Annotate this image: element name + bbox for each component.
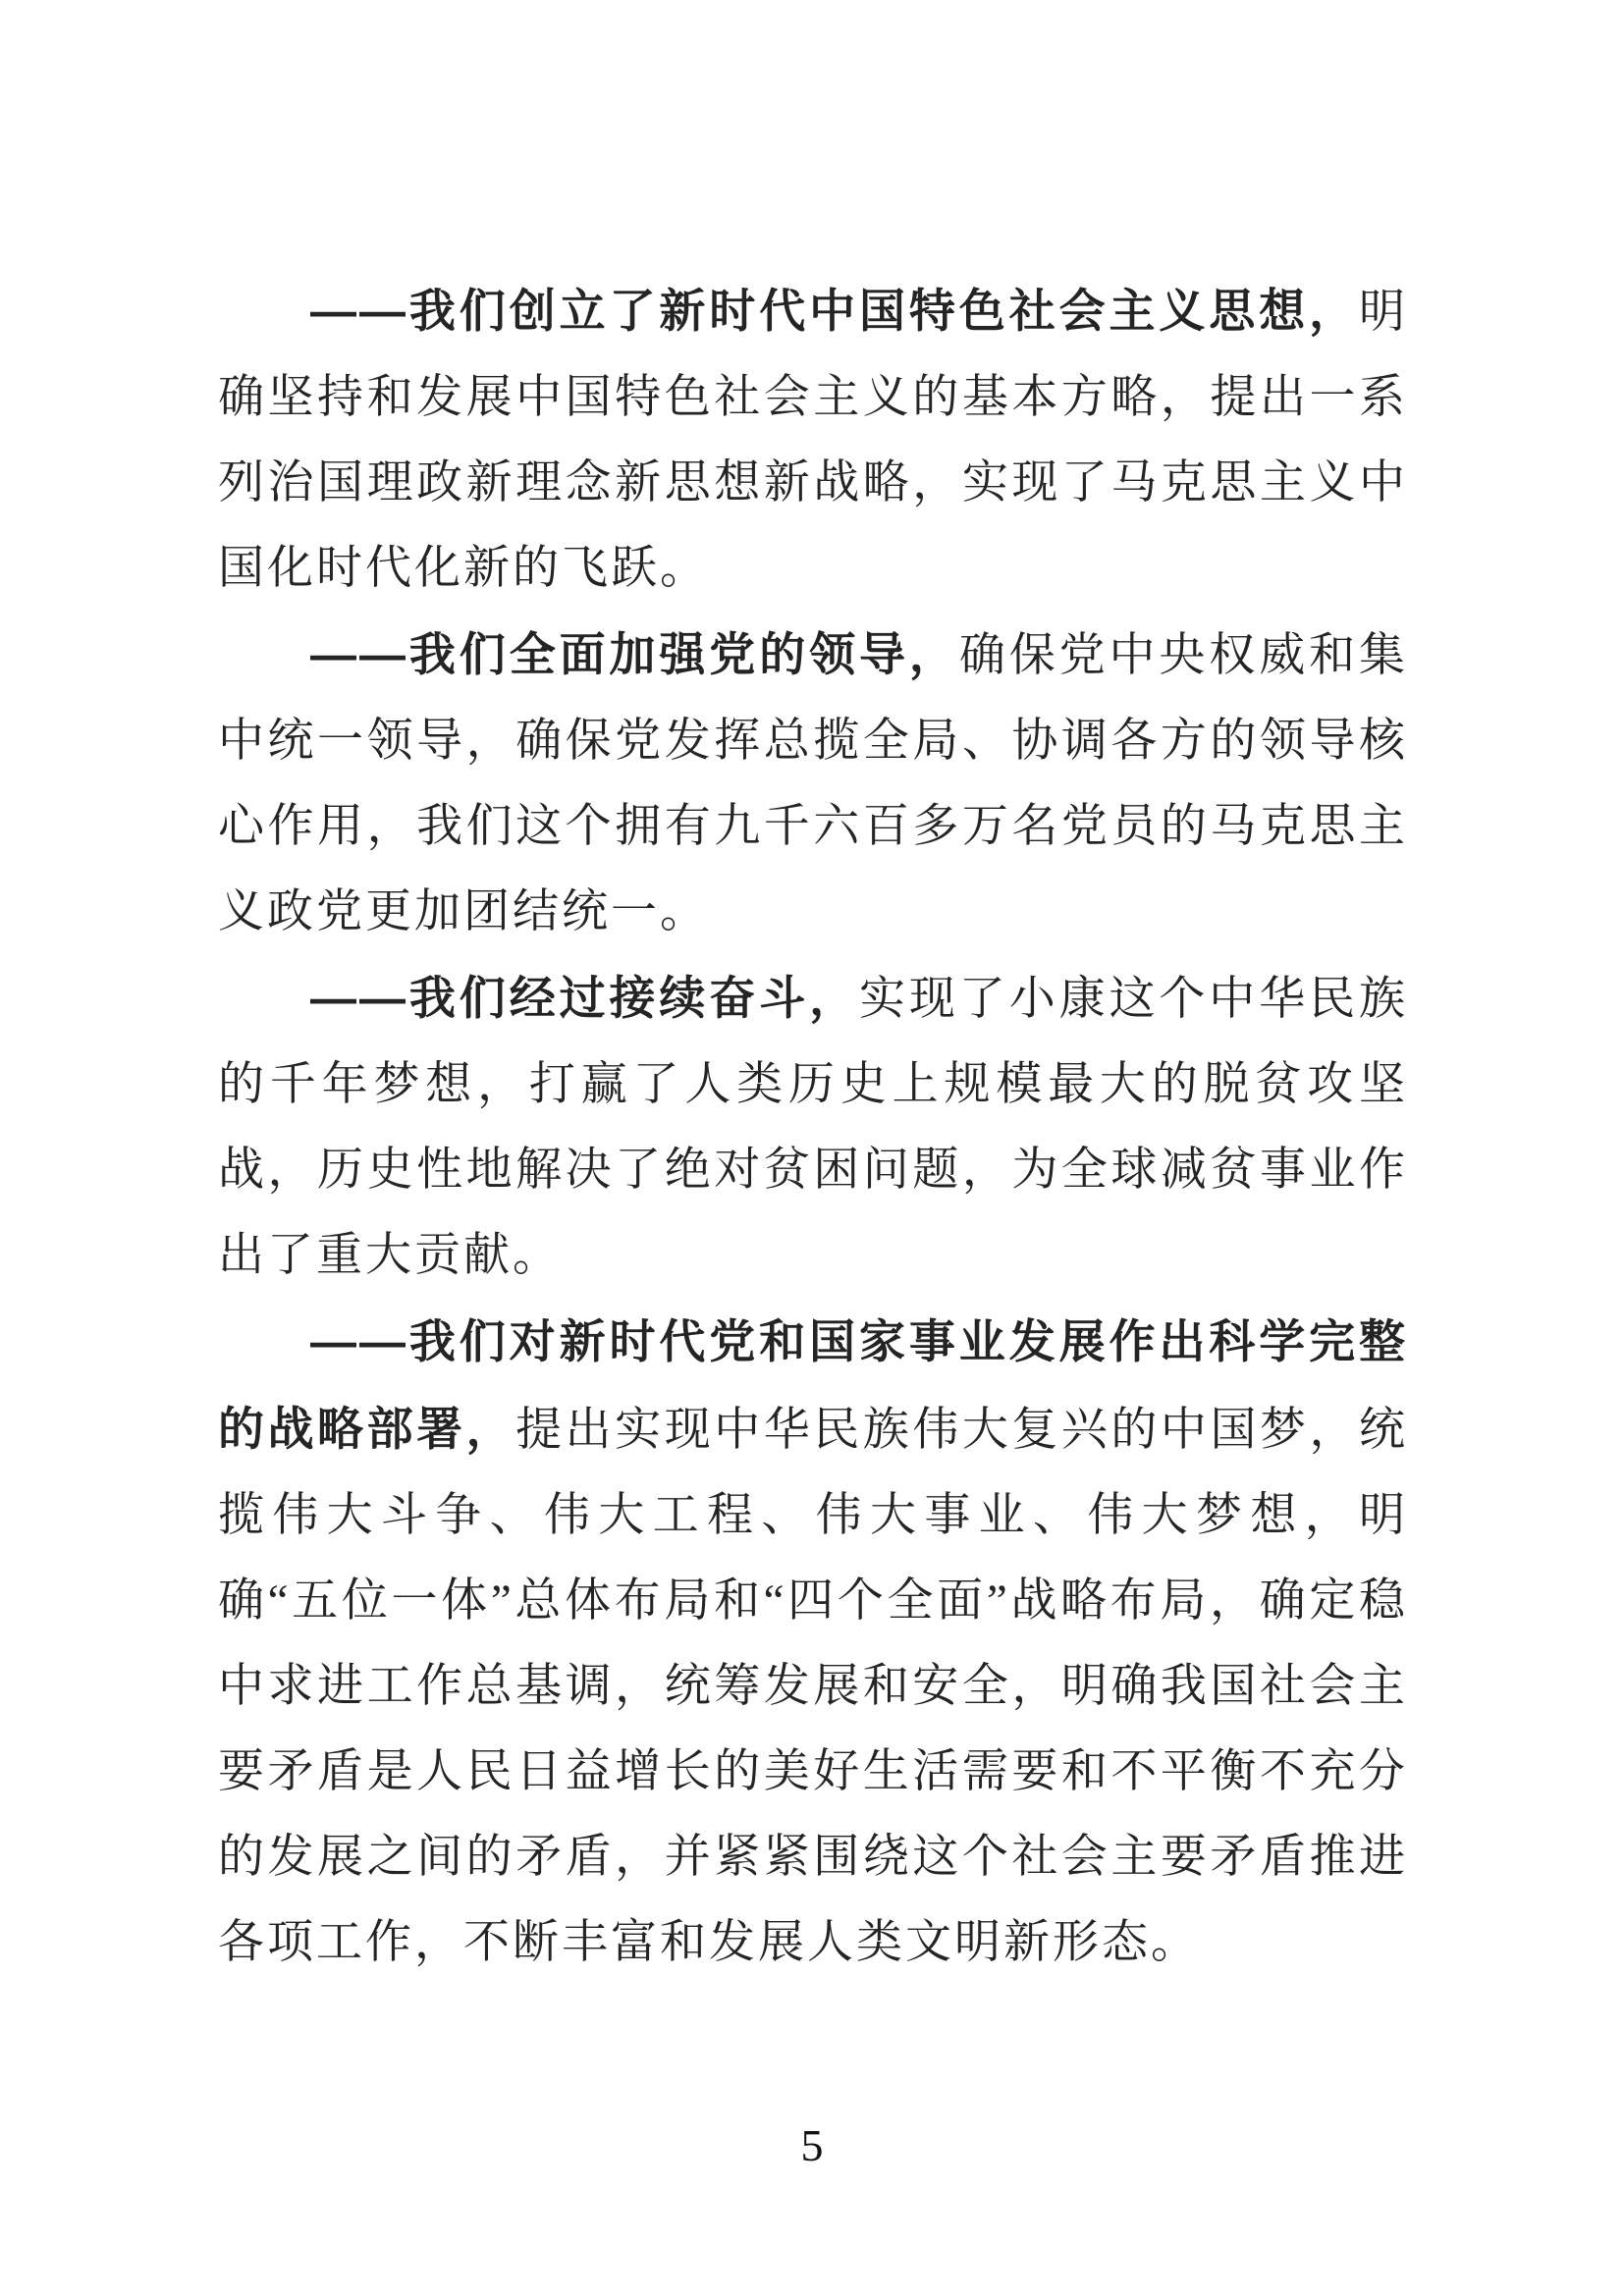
paragraph xyxy=(218,268,1408,612)
paragraph-text: 确保党中央权威和集中统一领导，确保党发挥总揽全局、协调各方的领导核心作用，我们这个拥有九千六百多万名党员的马克思主义政党更加团结统一。 xyxy=(218,630,1409,937)
paragraph-lead-bold: ——我们全面加强党的领导， xyxy=(310,628,959,680)
paragraph xyxy=(218,612,1408,955)
paragraph xyxy=(218,955,1408,1299)
page-number: 5 xyxy=(800,2120,824,2170)
paragraph-lead-bold: ——我们创立了新时代中国特色社会主义思想， xyxy=(310,285,1359,337)
paragraph-text: 提出实现中华民族伟大复兴的中国梦，统揽伟大斗争、伟大工程、伟大事业、伟大梦想，明确“五位一体”总体布局和“四个全面”战略布局，确定稳中求进工作总基调，统筹发展和安全，明确我国社会主要矛盾是人民日益增长的美好生活需要和不平衡不充分的发展之间的矛盾，并紧紧围绕这个社会主要矛盾推进各项工作，不断丰富和发展人类文明新形态。 xyxy=(218,1405,1409,1968)
paragraph-lead-bold: ——我们经过接续奋斗， xyxy=(310,972,859,1024)
document-body-text xyxy=(218,268,1408,1986)
paragraph-lead-bold: ——我们对新时代党和国家事业发展作出科学完整的战略部署， xyxy=(218,1315,1408,1455)
paragraph-text: 实现了小康这个中华民族的千年梦想，打赢了人类历史上规模最大的脱贫攻坚战，历史性地解决了绝对贫困问题，为全球减贫事业作出了重大贡献。 xyxy=(218,974,1408,1281)
paragraph xyxy=(218,1299,1408,1986)
paragraph-text: 明确坚持和发展中国特色社会主义的基本方略，提出一系列治国理政新理念新思想新战略，实现了马克思主义中国化时代化新的飞跃。 xyxy=(218,287,1408,594)
